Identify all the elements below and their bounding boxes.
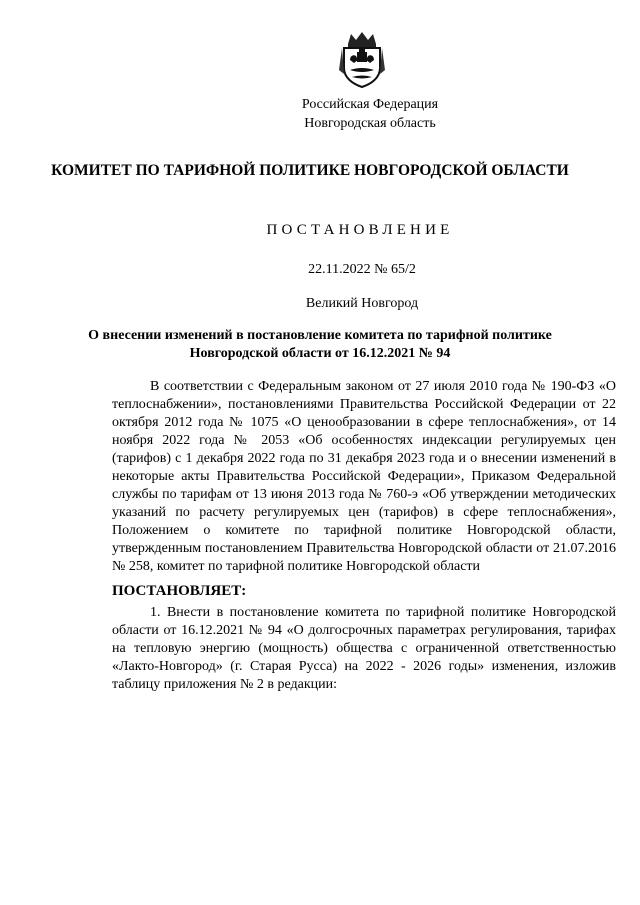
document-date-number: 22.11.2022 № 65/2 [308,262,416,277]
committee-title: КОМИТЕТ ПО ТАРИФНОЙ ПОЛИТИКЕ НОВГОРОДСКОЙ ОБЛАСТИ [51,162,569,179]
item-1-paragraph: 1. Внести в постановление комитета по тарифной политике Новгородской области от 16.12.2021 № 94 «О долгосрочных параметрах регулирования, тарифах на тепловую энергию (мощность) общества с ограниченной ответственностью «Лакто-Новгород» (г. Старая Русса) на 2022 - 2026 годы» изменения, изложив таблицу приложения № 2 в редакции: [112,605,616,692]
document-city: Великий Новгород [305,296,419,311]
document-subject: О внесении изменений в постановление комитета по тарифной политике Новгородской области от 16.12.2021 № 94 [88,328,552,361]
country-region-block [50,95,640,133]
preamble-paragraph: В соответствии с Федеральным законом от 27 июля 2010 года № 190-ФЗ «О теплоснабжении», постановлениями Правительства Российской Федерации от 22 октября 2012 года № 1075 «О ценообразовании в сфере теплоснабжения», от 14 ноября 2022 года № 2053 «Об особенностях индексации регулируемых цен (тарифов) с 1 декабря 2022 года по 31 декабря 2023 года и о внесении изменений в некоторые акты Правительства Российской Федерации», Приказом Федеральной службы по тарифам от 13 июня 2013 года № 760-э «Об утверждении методических указаний по расчету регулируемых цен (тарифов) в сфере теплоснабжения», Положением о комитете по тарифной политике Новгородской области, утвержденным постановлением Правительства Новгородской области от 21.07.2016 № 258, комитет по тарифной политике Новгородской области [112,379,616,574]
region-name: Новгородская область [304,116,436,131]
country-name: Российская Федерация [301,97,439,112]
resolves-heading: ПОСТАНОВЛЯЕТ: [112,583,247,599]
document-type: ПОСТАНОВЛЕНИЕ [266,222,454,238]
novgorod-coat-of-arms-icon [338,30,386,88]
